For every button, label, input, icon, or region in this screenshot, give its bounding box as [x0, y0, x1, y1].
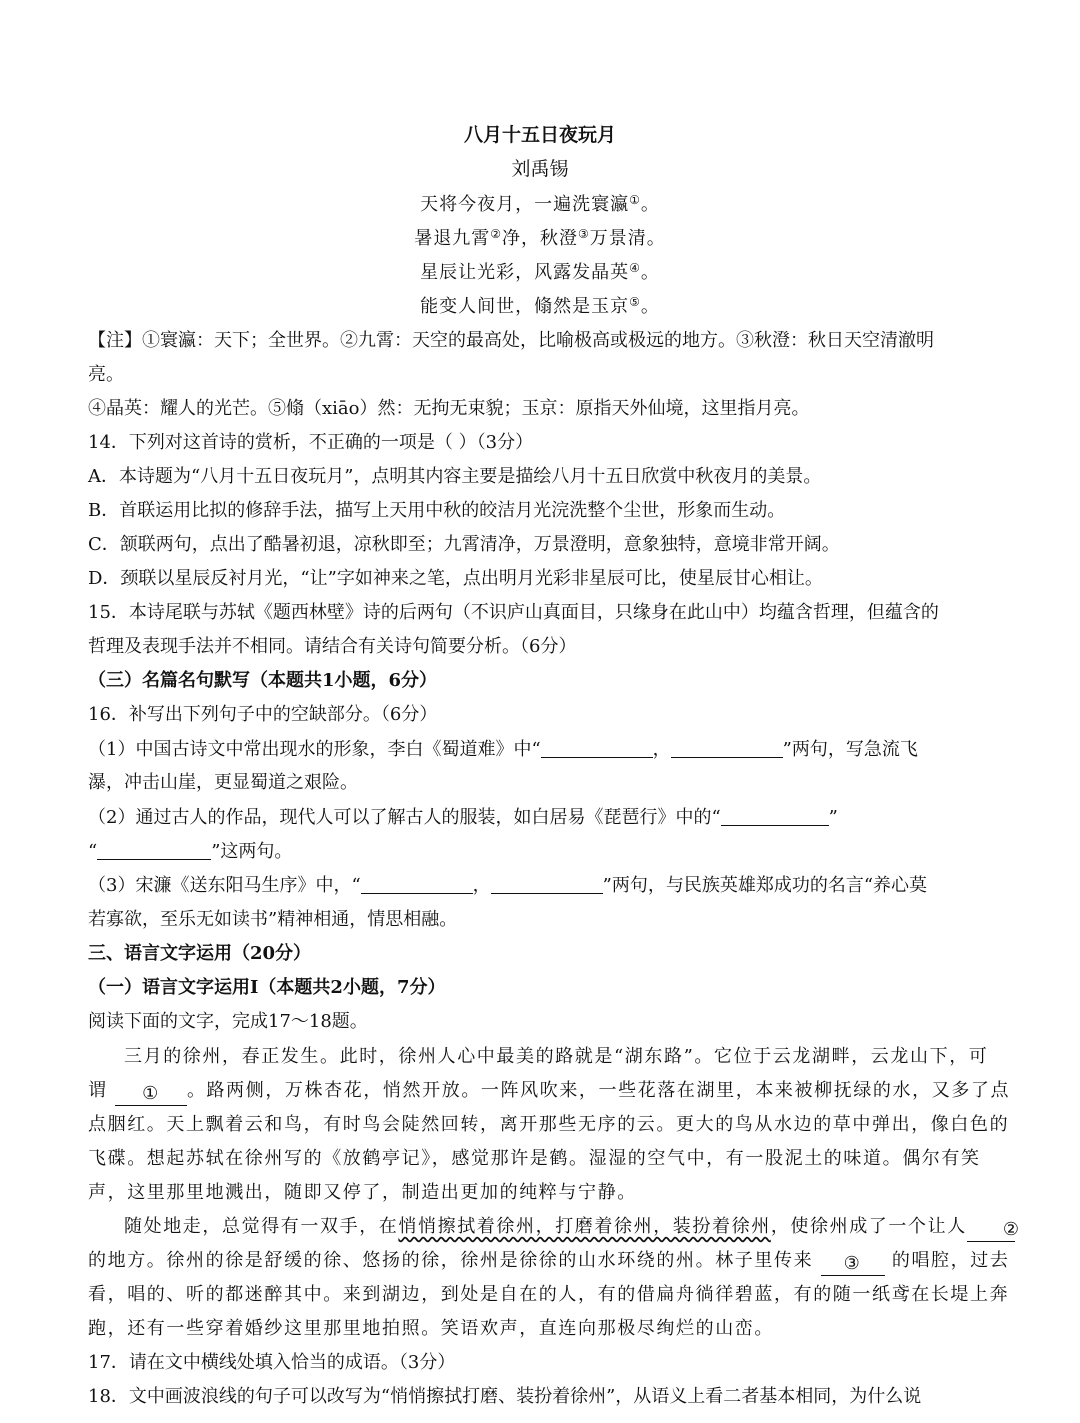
section-heading-dictation: （三）名篇名句默写（本题共1小题，6分）	[88, 670, 438, 691]
poem-line-1: 天将今夜月，一遍洗寰瀛①。	[420, 193, 660, 215]
answer-blank[interactable]	[721, 805, 829, 826]
passage-line: 点胭红。天上飘着云和鸟，有时鸟会陡然回转，离开那些无序的云。更大的鸟从水边的草中弹出，像白色的	[88, 1114, 1010, 1135]
section-heading-language-use-1: （一）语言文字运用Ⅰ（本题共2小题，7分）	[88, 977, 446, 998]
question-16-part-2: （2）通过古人的作品，现代人可以了解古人的服装，如白居易《琵琶行》中的“ ”	[88, 807, 838, 828]
passage-line: 跑，还有一些穿着婚纱这里那里地拍照。笑语欢声，直连向那极尽绚烂的山峦。	[88, 1318, 774, 1339]
passage-blank-1[interactable]: ①	[115, 1083, 187, 1106]
passage-line: 看，唱的、听的都迷醉其中。来到湖边，到处是自在的人，有的借扁舟徜徉碧蓝，有的随一纸鸢在长堤上奔	[88, 1284, 1010, 1305]
passage-blank-2[interactable]: ②	[967, 1219, 1015, 1242]
question-16-part-3-cont: 若寡欲，至乐无如读书”精神相通，情思相融。	[88, 909, 458, 930]
notes-line-3: ④晶英：耀人的光芒。⑤翛（xiāo）然：无拘无束貌；玉京：原指天外仙境，这里指月亮。	[88, 398, 810, 419]
answer-blank[interactable]	[361, 873, 473, 894]
question-16-part-1-cont: 瀑，冲击山崖，更显蜀道之艰险。	[88, 772, 358, 793]
question-16-part-1: （1）中国古诗文中常出现水的形象，李白《蜀道难》中“ ， ”两句，写急流飞	[88, 739, 918, 760]
question-14-option-a: A．本诗题为“八月十五日夜玩月”，点明其内容主要是描绘八月十五日欣赏中秋夜月的美景。	[88, 466, 822, 487]
notes-line-2: 亮。	[88, 364, 124, 385]
question-15-line-2: 哲理及表现手法并不相同。请结合有关诗句简要分析。（6分）	[88, 636, 577, 657]
question-14-option-b: B．首联运用比拟的修辞手法，描写上天用中秋的皎洁月光浣洗整个尘世，形象而生动。	[88, 500, 786, 521]
answer-blank[interactable]	[491, 873, 603, 894]
question-16-part-3: （3）宋濂《送东阳马生序》中，“ ， ”两句，与民族英雄郑成功的名言“养心莫	[88, 875, 928, 896]
poem-author: 刘禹锡	[511, 158, 569, 180]
question-18: 18．文中画波浪线的句子可以改写为“悄悄擦拭打磨、装扮着徐州”，从语义上看二者基本相同，为什么说	[88, 1386, 922, 1407]
question-15-line-1: 15．本诗尾联与苏轼《题西林壁》诗的后两句（不识庐山真面目，只缘身在此山中）均蕴含哲理，但蕴含的	[88, 602, 939, 623]
poem-line-4: 能变人间世，翛然是玉京⑤。	[420, 295, 660, 317]
reading-instruction: 阅读下面的文字，完成17～18题。	[88, 1011, 368, 1032]
passage-line: 随处地走，总觉得有一双手，在悄悄擦拭着徐州，打磨着徐州，装扮着徐州，使徐州成了一个让人 ②	[124, 1216, 1021, 1240]
wavy-underlined-sentence: 悄悄擦拭着徐州，打磨着徐州，装扮着徐州	[398, 1216, 771, 1237]
passage-blank-3[interactable]: ③	[821, 1253, 885, 1276]
answer-blank[interactable]	[671, 737, 783, 758]
question-16-part-2-cont: “ ”这两句。	[88, 841, 293, 862]
passage-line: 声，这里那里地溅出，随即又停了，制造出更加的纯粹与宁静。	[88, 1182, 637, 1203]
poem-line-3: 星辰让光彩，风露发晶英④。	[420, 261, 660, 283]
passage-line: 飞碟。想起苏轼在徐州写的《放鹤亭记》，感觉那许是鹤。湿湿的空气中，有一股泥土的味道。偶尔有笑	[88, 1148, 981, 1169]
question-14-stem: 14．下列对这首诗的赏析，不正确的一项是（ ）（3分）	[88, 432, 534, 453]
notes-line-1: 【注】①寰瀛：天下；全世界。②九霄：天空的最高处，比喻极高或极远的地方。③秋澄：秋日天空清澈明	[88, 330, 934, 351]
passage-line: 的地方。徐州的徐是舒缓的徐、悠扬的徐，徐州是徐徐的山水环绕的州。林子里传来 ③ 的唱腔，过去	[88, 1250, 1010, 1274]
question-14-option-d: D．颈联以星辰反衬月光，“让”字如神来之笔，点出明月光彩非星辰可比，使星辰甘心相让。	[88, 568, 823, 589]
poem-line-2: 暑退九霄②净，秋澄③万景清。	[414, 227, 666, 249]
part-heading-language-use: 三、语言文字运用（20分）	[88, 943, 312, 964]
answer-blank[interactable]	[97, 839, 211, 860]
answer-blank[interactable]	[541, 737, 653, 758]
poem-title: 八月十五日夜玩月	[463, 124, 616, 146]
passage-line: 三月的徐州，春正发生。此时，徐州人心中最美的路就是“湖东路”。它位于云龙湖畔，云龙山下，可	[124, 1046, 989, 1067]
question-17: 17．请在文中横线处填入恰当的成语。（3分）	[88, 1352, 456, 1373]
question-16-stem: 16．补写出下列句子中的空缺部分。（6分）	[88, 704, 438, 725]
question-14-option-c: C．颔联两句，点出了酷暑初退，凉秋即至；九霄清净，万景澄明，意象独特，意境非常开阔。	[88, 534, 840, 555]
passage-line: 谓 ① 。路两侧，万株杏花，悄然开放。一阵风吹来，一些花落在湖里，本来被柳抚绿的水，又多了点	[88, 1080, 1011, 1104]
